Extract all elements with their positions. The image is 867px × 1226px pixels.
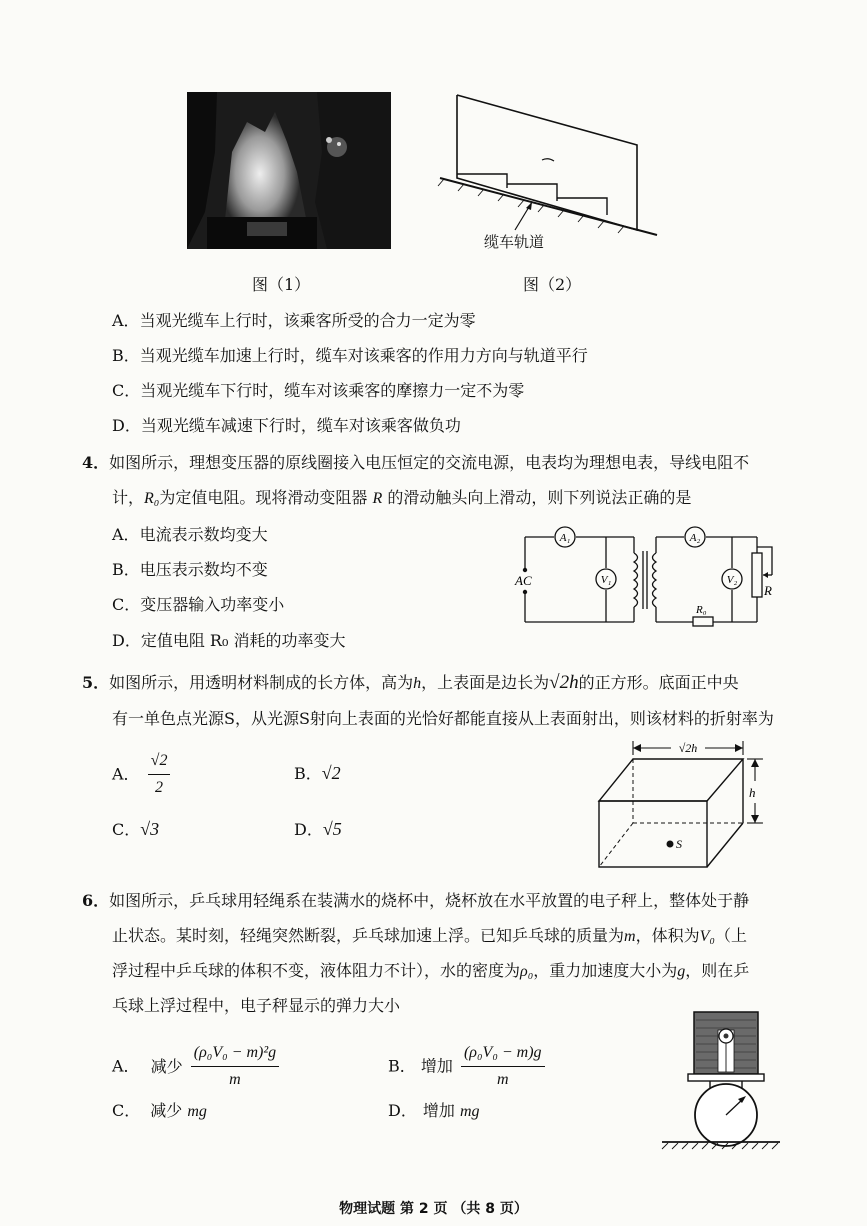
q6-option-d-word: 增加: [422, 1101, 455, 1120]
figure-1-caption: 图（1）: [252, 275, 311, 294]
ac-source-label: AC: [515, 573, 532, 588]
q4-option-b-letter: B．: [112, 560, 140, 579]
q6-text-2b: ，体积为: [635, 926, 700, 945]
light-source-dot: [667, 841, 674, 848]
q6-option-c: [112, 1100, 207, 1123]
q5-stem-2: 有一单色点光源S，从光源S射向上表面的光恰好都能直接从上表面射出，则该材料的折射率为: [112, 709, 774, 728]
ammeter-a1-label: A₁: [559, 532, 571, 544]
figure-2-track-label: 缆车轨道: [484, 233, 545, 251]
q4-stem-text1: 如图所示，理想变压器的原线圈接入电压恒定的交流电源，电表均为理想电表，导线电阻不: [109, 453, 750, 472]
q3-option-b-letter: B．: [112, 346, 140, 365]
q4-option-d: [112, 630, 345, 652]
q4-circuit-diagram: [510, 525, 780, 633]
figure-1-photo: [187, 92, 391, 249]
q6-line4: [112, 995, 400, 1017]
q6-text-4: 乓球上浮过程中，电子秤显示的弹力大小: [112, 996, 401, 1015]
q6-text-3b: ，重力加速度大小为: [533, 961, 678, 980]
q5-number: 5．: [82, 673, 110, 692]
q4-r-symbol: R: [372, 490, 383, 507]
q6-option-b-letter: B．: [388, 1056, 416, 1076]
q6-option-a-denominator: m: [229, 1071, 241, 1088]
q3-option-c-letter: C．: [112, 381, 141, 400]
cable-car-sketch: [432, 90, 662, 250]
q5-stem-1b: ，上表面是边长为: [421, 673, 550, 692]
cuboid-top-label: √2h: [678, 741, 698, 755]
q5-option-b-value: √2: [321, 763, 341, 783]
q3-option-a: [112, 310, 476, 332]
q5-option-a-denominator: 2: [155, 779, 164, 796]
q5-stem-line1: [82, 672, 739, 695]
q4-option-c-letter: C．: [112, 595, 141, 614]
q6-g-symbol: g: [677, 963, 686, 980]
q5-h-symbol: h: [413, 675, 422, 692]
q5-option-c-value: √3: [140, 819, 160, 839]
q6-option-d-letter: D．: [388, 1101, 417, 1120]
q6-option-c-value: mg: [187, 1103, 207, 1120]
q4-option-d-text: 定值电阻 R₀ 消耗的功率变大: [140, 631, 346, 650]
cuboid-figure: [595, 735, 775, 870]
q3-option-d: [112, 415, 461, 437]
q6-option-a-fraction: [191, 1040, 279, 1093]
q6-option-d: [388, 1100, 480, 1123]
q4-option-a-letter: A．: [112, 525, 140, 544]
q3-option-c: [112, 380, 524, 402]
q4-option-a-text: 电流表示数均变大: [139, 525, 268, 544]
q5-stem-1c: 的正方形。底面正中央: [578, 673, 739, 692]
q3-option-a-text: 当观光缆车上行时，该乘客所受的合力一定为零: [139, 311, 476, 330]
q5-option-a: [112, 748, 173, 801]
q6-m-symbol: m: [624, 928, 636, 945]
ammeter-a2-label: A₂: [689, 532, 701, 544]
q6-v0-symbol: V₀: [699, 928, 715, 945]
q4-r0-symbol: R₀: [144, 490, 160, 507]
voltmeter-v1-label: V₁: [600, 574, 612, 586]
q6-option-b-fraction: [461, 1040, 545, 1093]
q4-stem-2c: 的滑动触头向上滑动，则下列说法正确的是: [387, 488, 692, 507]
q6-option-a-word: 减少: [150, 1056, 183, 1076]
q5-option-d-letter: D．: [294, 820, 323, 839]
q6-text-2a: 止状态。某时刻，轻绳突然断裂，乒乓球加速上浮。已知乒乓球的质量为: [112, 926, 625, 945]
q4-option-d-letter: D．: [112, 631, 141, 650]
q5-cuboid-diagram: [595, 735, 775, 870]
q6-option-c-letter: C．: [112, 1101, 141, 1120]
q3-option-d-letter: D．: [112, 416, 141, 435]
q5-option-b-letter: B．: [294, 764, 322, 783]
rheostat-r-label: R: [764, 583, 772, 598]
cuboid-height-label: h: [749, 785, 756, 800]
q5-option-d: [294, 818, 342, 841]
q5-option-a-letter: A．: [112, 764, 140, 784]
q6-line2: [112, 925, 747, 948]
q6-line1: [82, 890, 749, 912]
q6-option-a-letter: A．: [112, 1056, 140, 1076]
q6-option-a: [112, 1040, 282, 1093]
q6-option-c-word: 减少: [150, 1101, 183, 1120]
figure-2-diagram: [432, 90, 662, 250]
q6-line3: [112, 960, 749, 983]
q4-option-c: [112, 594, 284, 616]
q6-text-2c: （上: [714, 926, 747, 945]
resistor-r0-label: R₀: [696, 604, 707, 616]
voltmeter-v2-label: V₂: [726, 574, 738, 586]
beaker-on-scale: [660, 1010, 782, 1150]
q6-rho0-symbol: ρ₀: [520, 963, 534, 980]
q5-option-a-numerator: √2: [148, 748, 171, 775]
q6-option-b-denominator: m: [496, 1071, 509, 1088]
photo-image: [187, 92, 391, 249]
q3-option-d-text: 当观光缆车减速下行时，缆车对该乘客做负功: [140, 416, 461, 435]
q6-option-b: [388, 1040, 548, 1093]
q5-option-b: [294, 762, 341, 785]
q6-number: 6．: [82, 891, 110, 910]
q3-option-b-text: 当观光缆车加速上行时，缆车对该乘客的作用力方向与轨道平行: [139, 346, 588, 365]
q6-option-a-numerator: (ρ₀V₀ − m)²g: [191, 1040, 279, 1067]
q3-option-c-text: 当观光缆车下行时，缆车对该乘客的摩擦力一定不为零: [140, 381, 525, 400]
q4-option-a: [112, 524, 268, 546]
q6-option-b-word: 增加: [420, 1056, 453, 1076]
transformer-circuit: [510, 525, 780, 633]
q5-option-c-letter: C．: [112, 820, 141, 839]
q4-stem-2b: 为定值电阻。现将滑动变阻器: [159, 488, 368, 507]
q5-stem-1a: 如图所示，用透明材料制成的长方体，高为: [109, 673, 414, 692]
q4-stem-line1: [82, 452, 749, 474]
q4-number: 4．: [82, 453, 110, 472]
q5-option-c: [112, 818, 159, 841]
q3-option-a-letter: A．: [112, 311, 140, 330]
light-source-label: S: [676, 837, 682, 851]
q6-text-3a: 浮过程中乒乓球的体积不变，液体阻力不计），水的密度为: [112, 961, 521, 980]
q5-option-d-value: √5: [322, 819, 342, 839]
q5-side-symbol: √2h: [549, 672, 579, 693]
q4-option-b-text: 电压表示数均不变: [139, 560, 268, 579]
q4-option-c-text: 变压器输入功率变小: [140, 595, 285, 614]
figure-2-caption: 图（2）: [523, 275, 582, 294]
q6-scale-diagram: [660, 1010, 782, 1150]
q3-option-b: [112, 345, 588, 367]
q5-stem-line2: [112, 708, 774, 730]
page-footer: 物理试题 第 2 页 （共 8 页）: [339, 1201, 528, 1217]
q6-text-3c: ，则在乒: [685, 961, 750, 980]
q4-stem-2a: 计，: [112, 488, 145, 507]
q4-stem-line2: [112, 487, 691, 510]
q4-option-b: [112, 559, 268, 581]
q5-option-a-fraction: [148, 748, 171, 801]
q6-option-d-value: mg: [459, 1103, 480, 1120]
q6-option-b-numerator: (ρ₀V₀ − m)g: [461, 1040, 545, 1067]
q6-text-1: 如图所示，乒乓球用轻绳系在装满水的烧杯中，烧杯放在水平放置的电子秤上，整体处于静: [109, 891, 750, 910]
